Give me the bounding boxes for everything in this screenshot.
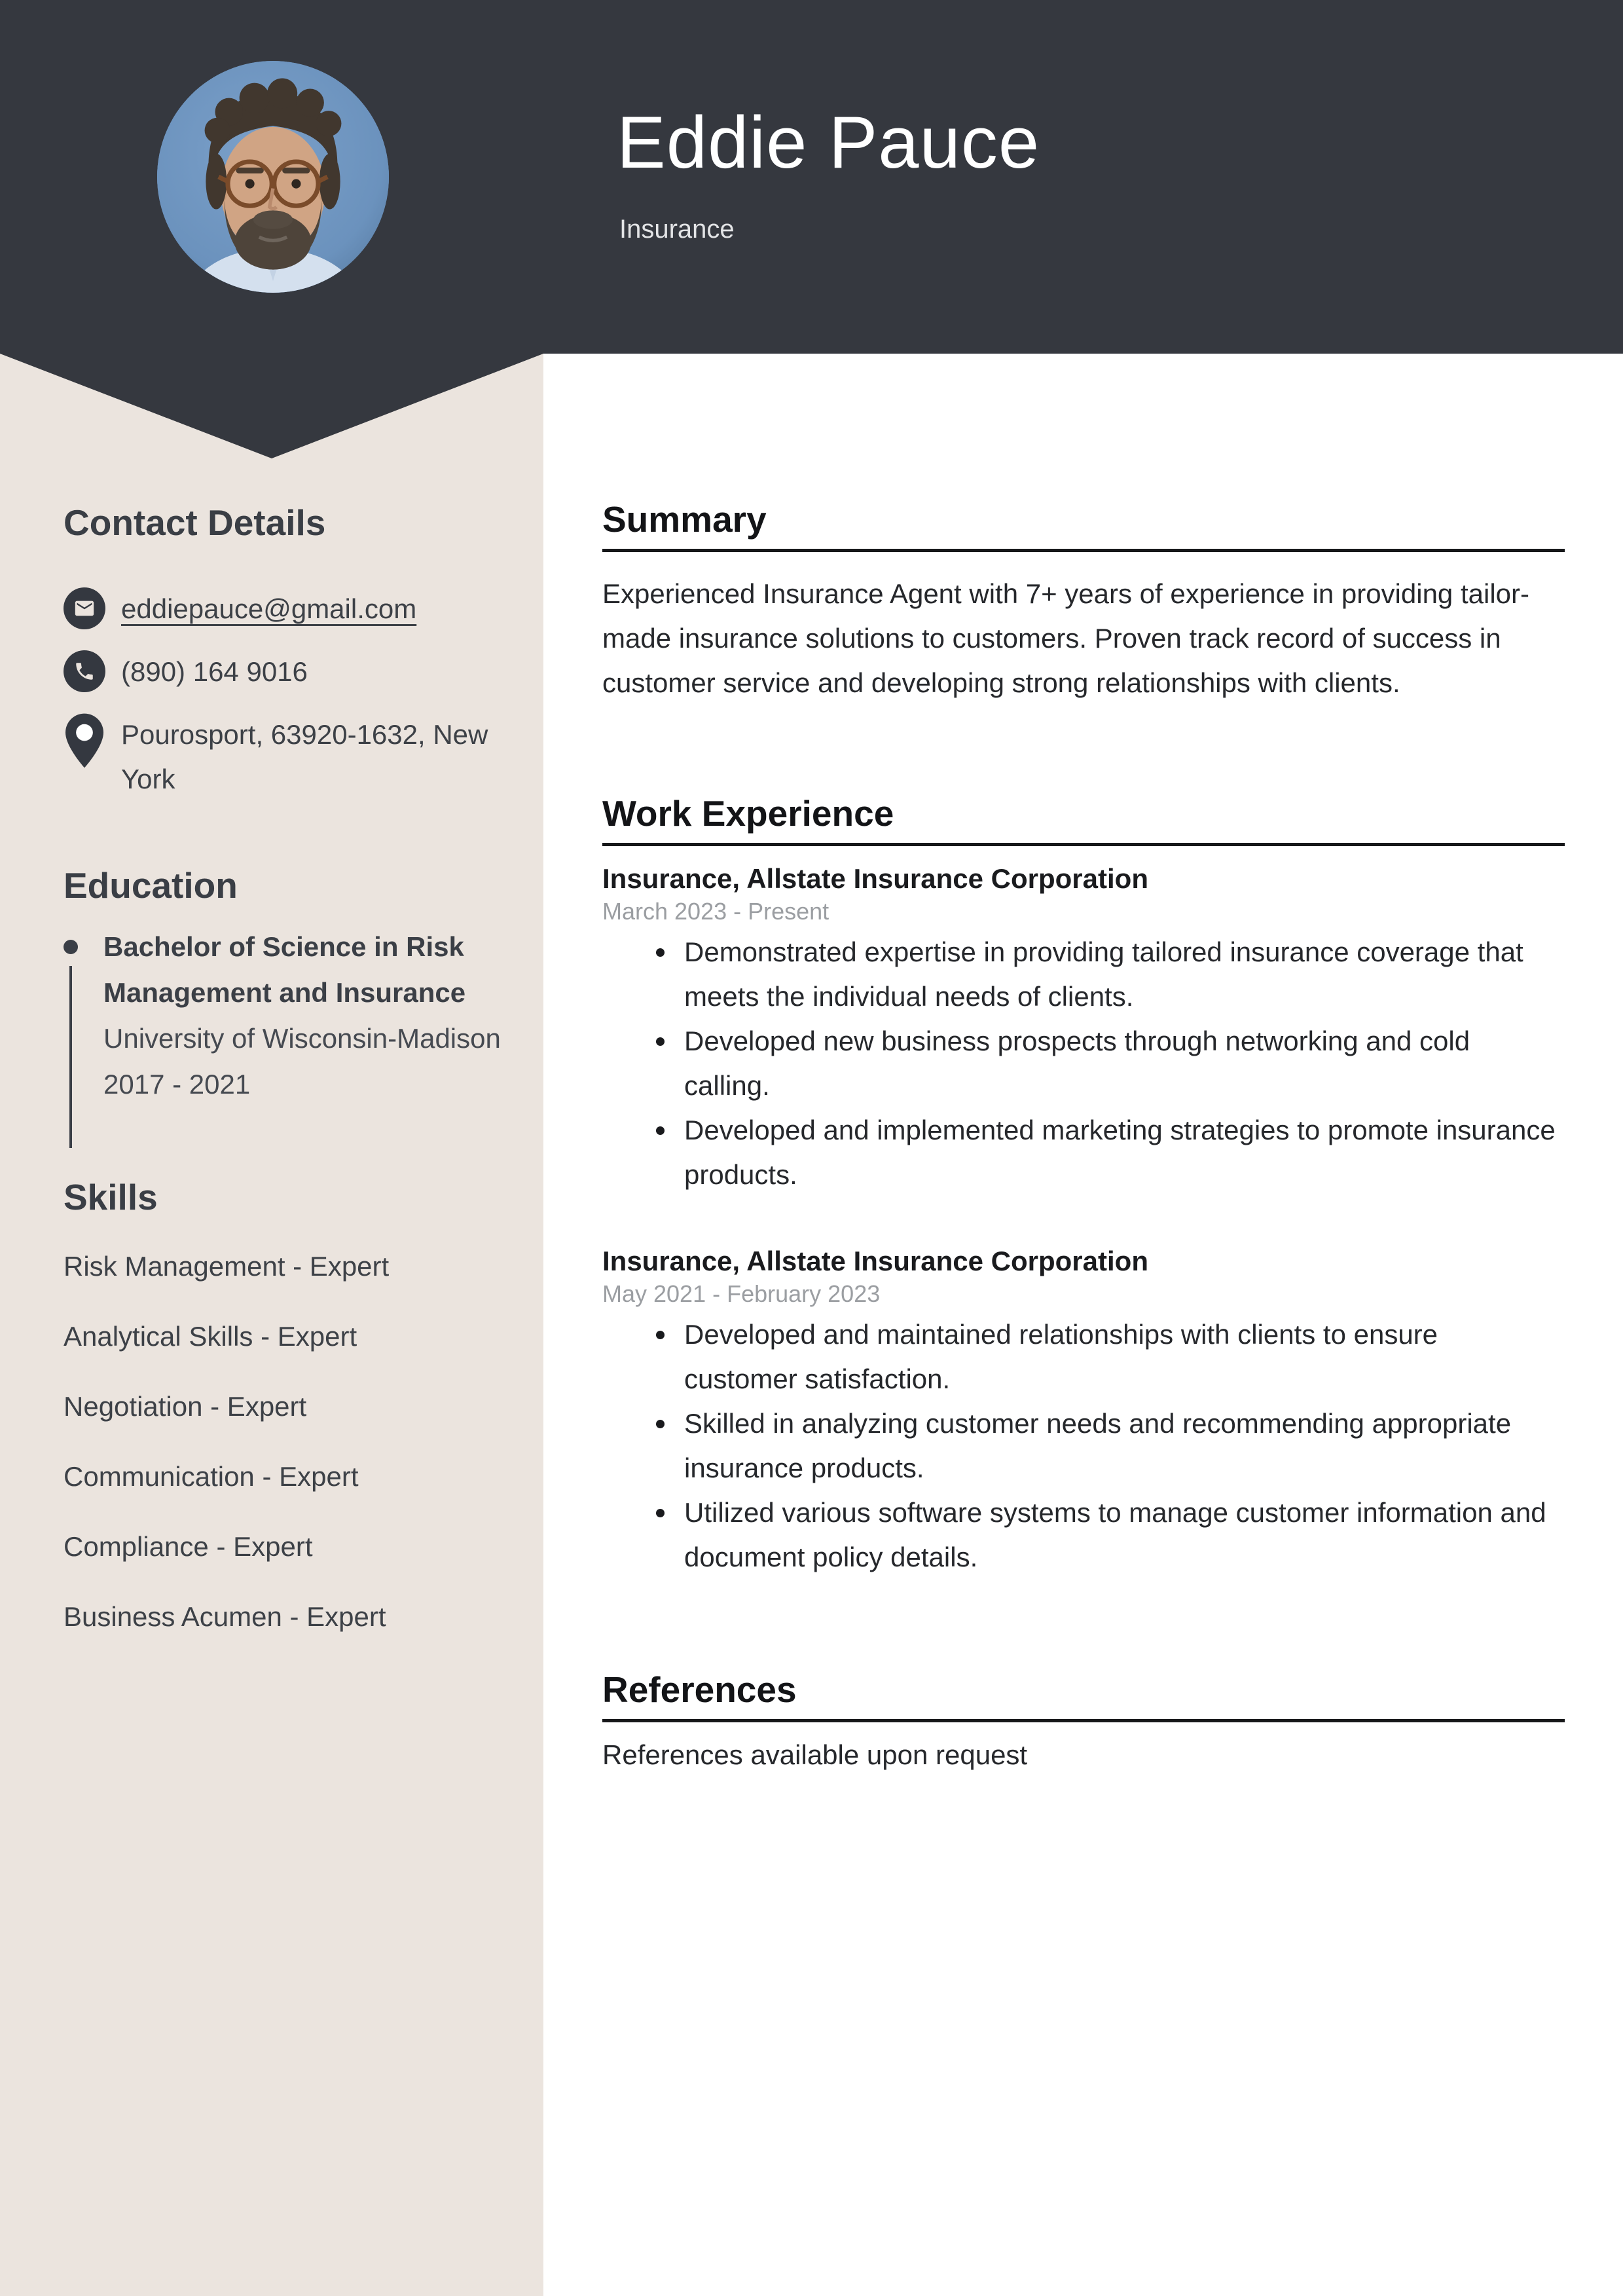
education-entry xyxy=(64,924,504,1107)
profile-photo xyxy=(157,61,389,293)
contact-list xyxy=(64,586,504,802)
contact-section xyxy=(64,501,504,802)
summary-section xyxy=(602,498,1565,705)
page-title: Eddie Pauce xyxy=(617,102,1040,183)
email-link[interactable]: eddiepauce@gmail.com xyxy=(121,593,417,624)
job-title: Insurance, Allstate Insurance Corporation xyxy=(602,1246,1148,1276)
job-bullet-list xyxy=(655,1312,1565,1580)
contact-item xyxy=(64,586,504,631)
skill-item: Negotiation - Expert xyxy=(64,1391,307,1422)
skill-item: Business Acumen - Expert xyxy=(64,1601,386,1632)
education-section xyxy=(64,864,504,1107)
work-experience-heading: Work Experience xyxy=(602,792,1565,846)
summary-heading: Summary xyxy=(602,498,1565,552)
work-experience-section xyxy=(602,792,1565,1580)
email-icon xyxy=(64,587,105,629)
experience-bullet: Utilized various software systems to manage customer information and document policy details. xyxy=(655,1491,1565,1580)
summary-text: Experienced Insurance Agent with 7+ years of experience in providing tailor-made insurance solutions to customers. Proven track record of success in customer service and developing strong relationships with clients. xyxy=(602,578,1529,698)
header xyxy=(0,0,1623,354)
references-heading: References xyxy=(602,1668,1565,1722)
contact-item xyxy=(64,712,504,802)
experience-bullet: Developed new business prospects through networking and cold calling. xyxy=(655,1019,1565,1108)
skills-section xyxy=(64,1176,504,1639)
header-chevron xyxy=(0,354,543,458)
phone-number: (890) 164 9016 xyxy=(121,656,308,687)
education-heading: Education xyxy=(64,865,238,906)
sidebar xyxy=(0,354,543,2296)
skill-item: Analytical Skills - Expert xyxy=(64,1321,357,1352)
job-dates: March 2023 - Present xyxy=(602,898,830,925)
job-title: Insurance, Allstate Insurance Corporation xyxy=(602,863,1148,894)
contact-item xyxy=(64,649,504,694)
main-content xyxy=(543,354,1623,1777)
education-degree: Bachelor of Science in Risk Management and Insurance xyxy=(103,931,466,1008)
job-entry xyxy=(602,862,1565,1197)
education-dates: 2017 - 2021 xyxy=(103,1069,251,1100)
skills-heading: Skills xyxy=(64,1177,158,1217)
experience-bullet: Demonstrated expertise in providing tailored insurance coverage that meets the individual needs of clients. xyxy=(655,930,1565,1019)
profile-photo-image xyxy=(157,61,389,293)
phone-icon xyxy=(64,650,105,692)
references-text: References available upon request xyxy=(602,1739,1028,1770)
job-dates: May 2021 - February 2023 xyxy=(602,1280,881,1307)
contact-details-heading: Contact Details xyxy=(64,502,326,543)
address-text: Pourosport, 63920-1632, New York xyxy=(121,719,488,794)
education-school: University of Wisconsin-Madison xyxy=(103,1023,501,1054)
experience-bullet: Skilled in analyzing customer needs and recommending appropriate insurance products. xyxy=(655,1401,1565,1491)
location-icon xyxy=(64,713,105,768)
skill-item: Communication - Expert xyxy=(64,1461,359,1492)
job-bullet-list xyxy=(655,930,1565,1197)
skill-item: Risk Management - Expert xyxy=(64,1251,390,1282)
experience-bullet: Developed and implemented marketing strategies to promote insurance products. xyxy=(655,1108,1565,1197)
references-section xyxy=(602,1668,1565,1777)
skill-item: Compliance - Expert xyxy=(64,1531,313,1562)
job-entry xyxy=(602,1244,1565,1580)
profession-subtitle: Insurance xyxy=(619,215,735,244)
experience-bullet: Developed and maintained relationships with clients to ensure customer satisfaction. xyxy=(655,1312,1565,1401)
